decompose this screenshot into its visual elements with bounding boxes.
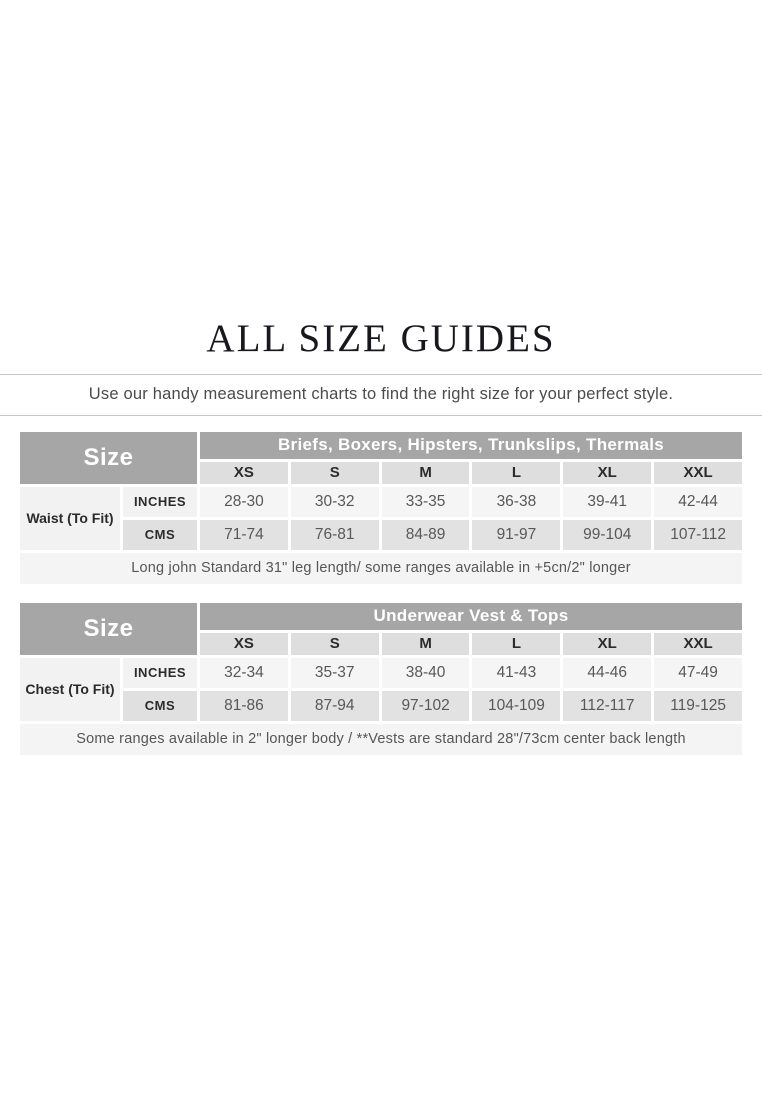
footnote-cell: Long john Standard 31" leg length/ some ranges available in +5cn/2" longer bbox=[20, 553, 742, 584]
value-cell: 71-74 bbox=[200, 520, 288, 550]
category-header-row bbox=[20, 432, 742, 459]
value-cell: 44-46 bbox=[563, 658, 651, 688]
size-col-header-xxl: XXL bbox=[654, 462, 742, 484]
value-cell: 41-43 bbox=[472, 658, 560, 688]
value-cell: 119-125 bbox=[654, 691, 742, 721]
value-cell: 97-102 bbox=[382, 691, 470, 721]
value-cell: 30-32 bbox=[291, 487, 379, 517]
unit-label-cms: CMS bbox=[123, 520, 197, 550]
category-header-cell: Underwear Vest & Tops bbox=[200, 603, 742, 630]
size-col-header-xs: XS bbox=[200, 633, 288, 655]
value-cell: 99-104 bbox=[563, 520, 651, 550]
size-col-header-l: L bbox=[472, 633, 560, 655]
value-cell: 81-86 bbox=[200, 691, 288, 721]
size-col-header-xs: XS bbox=[200, 462, 288, 484]
unit-label-inches: INCHES bbox=[123, 487, 197, 517]
row-label-cell: Waist (To Fit) bbox=[20, 487, 120, 550]
value-cell: 112-117 bbox=[563, 691, 651, 721]
size-col-header-xl: XL bbox=[563, 462, 651, 484]
size-header-cell: Size bbox=[20, 603, 197, 655]
value-cell: 76-81 bbox=[291, 520, 379, 550]
unit-label-inches: INCHES bbox=[123, 658, 197, 688]
size-header-cell: Size bbox=[20, 432, 197, 484]
size-col-header-xxl: XXL bbox=[654, 633, 742, 655]
value-cell: 104-109 bbox=[472, 691, 560, 721]
footnote-row bbox=[20, 553, 742, 584]
inches-row bbox=[20, 658, 742, 688]
size-table-briefs bbox=[17, 429, 745, 587]
value-cell: 33-35 bbox=[382, 487, 470, 517]
category-header-cell: Briefs, Boxers, Hipsters, Trunkslips, Thermals bbox=[200, 432, 742, 459]
footnote-row bbox=[20, 724, 742, 755]
inches-row bbox=[20, 487, 742, 517]
value-cell: 35-37 bbox=[291, 658, 379, 688]
row-label-cell: Chest (To Fit) bbox=[20, 658, 120, 721]
unit-label-cms: CMS bbox=[123, 691, 197, 721]
value-cell: 84-89 bbox=[382, 520, 470, 550]
subtitle-band bbox=[0, 374, 762, 416]
value-cell: 42-44 bbox=[654, 487, 742, 517]
cms-row bbox=[20, 520, 742, 550]
cms-row bbox=[20, 691, 742, 721]
size-col-header-m: M bbox=[382, 633, 470, 655]
value-cell: 38-40 bbox=[382, 658, 470, 688]
category-header-row bbox=[20, 603, 742, 630]
subtitle-text: Use our handy measurement charts to find the right size for your perfect style. bbox=[88, 385, 674, 404]
value-cell: 47-49 bbox=[654, 658, 742, 688]
value-cell: 32-34 bbox=[200, 658, 288, 688]
value-cell: 87-94 bbox=[291, 691, 379, 721]
size-col-header-m: M bbox=[382, 462, 470, 484]
size-col-header-s: S bbox=[291, 633, 379, 655]
value-cell: 36-38 bbox=[472, 487, 560, 517]
size-table-vests bbox=[17, 600, 745, 758]
value-cell: 107-112 bbox=[654, 520, 742, 550]
size-col-header-l: L bbox=[472, 462, 560, 484]
page-title: ALL SIZE GUIDES bbox=[206, 317, 556, 360]
value-cell: 39-41 bbox=[563, 487, 651, 517]
size-col-header-xl: XL bbox=[563, 633, 651, 655]
value-cell: 91-97 bbox=[472, 520, 560, 550]
footnote-cell: Some ranges available in 2" longer body / **Vests are standard 28"/73cm center back length bbox=[20, 724, 742, 755]
title-section bbox=[0, 0, 762, 361]
size-col-header-s: S bbox=[291, 462, 379, 484]
value-cell: 28-30 bbox=[200, 487, 288, 517]
